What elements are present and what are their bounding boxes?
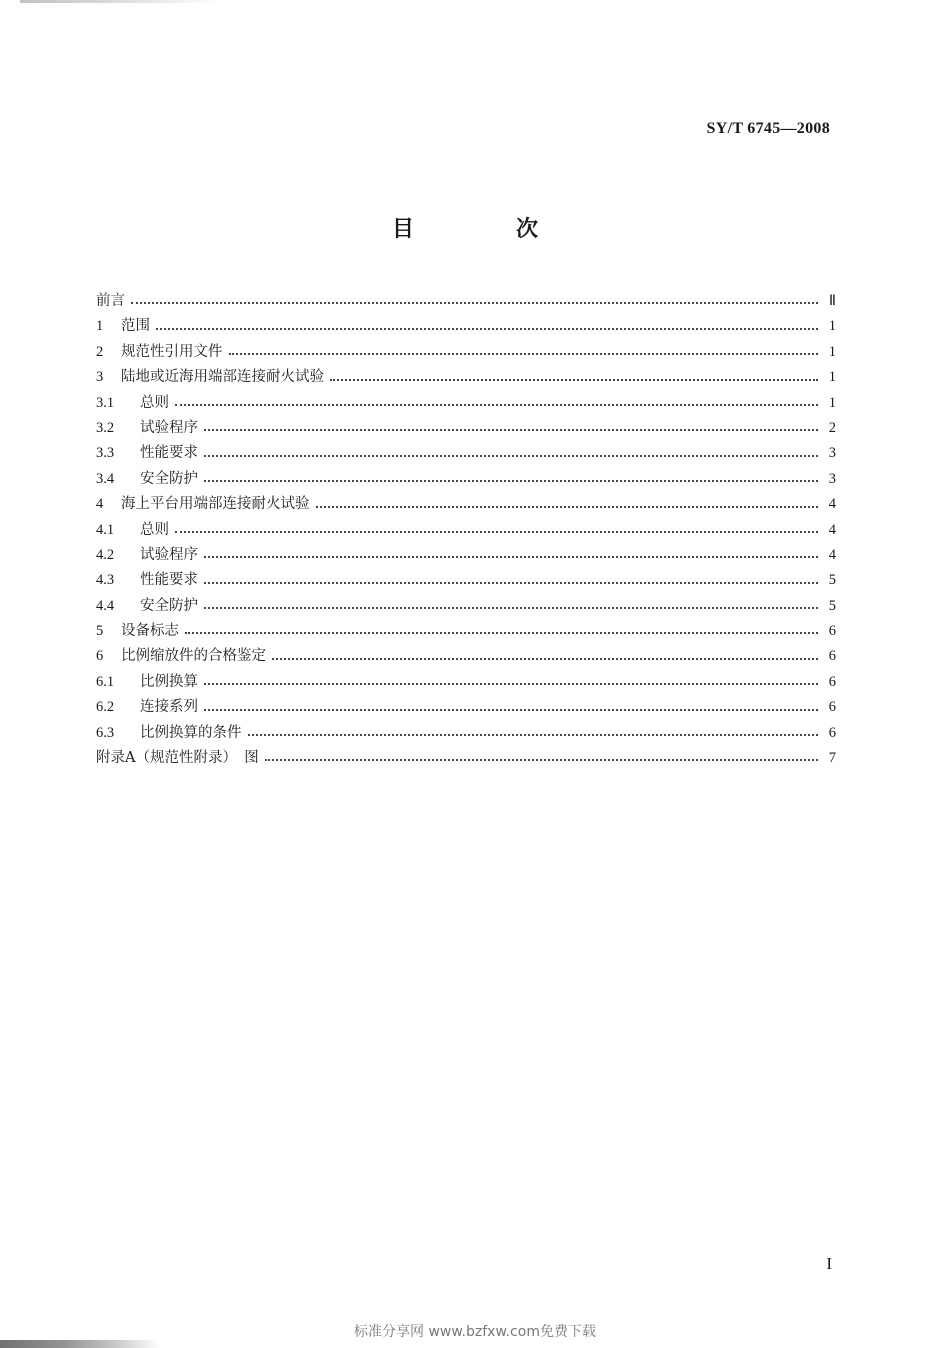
toc-entry-page: 2 <box>828 419 836 436</box>
toc-entry[interactable] <box>96 340 836 365</box>
toc-entry-page: 4 <box>828 496 836 513</box>
toc-entry[interactable] <box>96 314 836 339</box>
toc-entry-label: 前言 <box>96 293 125 309</box>
watermark-text: 标准分享网 www.bzfxw.com免费下载 <box>354 1324 596 1340</box>
toc-entry[interactable] <box>96 543 836 568</box>
toc-dot-leader <box>229 353 819 355</box>
toc-entry[interactable] <box>96 695 836 720</box>
toc-entry-page: 6 <box>828 699 836 716</box>
toc-dot-leader <box>131 302 818 304</box>
toc-entry-number: 4 <box>96 496 104 513</box>
toc-entry-page: 3 <box>828 445 836 462</box>
toc-entry-page: 6 <box>828 673 836 690</box>
toc-dot-leader <box>330 379 818 381</box>
toc-entry-label: 海上平台用端部连接耐火试验 <box>121 496 310 513</box>
toc-entry-page: 7 <box>828 750 836 767</box>
toc-entry-page: 4 <box>828 546 836 563</box>
toc-entry[interactable] <box>96 391 836 416</box>
toc-entry-label: 陆地或近海用端部连接耐火试验 <box>121 369 324 386</box>
toc-entry-number: 4.2 <box>96 546 115 563</box>
toc-entry-label: 连接系列 <box>140 699 198 716</box>
toc-entry-page: 4 <box>828 521 836 538</box>
toc-dot-leader <box>204 429 818 431</box>
page-number: I <box>826 1254 832 1273</box>
toc-dot-leader <box>204 683 818 685</box>
toc-dot-leader <box>316 506 819 508</box>
toc-entry-label: 试验程序 <box>140 419 198 436</box>
toc-entry[interactable] <box>96 518 836 543</box>
toc-entry-label: 总则 <box>140 521 169 538</box>
toc-entry-page: 3 <box>828 470 836 487</box>
toc-entry-page: 1 <box>828 369 836 386</box>
toc-entry-label: 范围 <box>121 318 150 335</box>
toc-entry[interactable] <box>96 594 836 619</box>
toc-entry-number: 6 <box>96 648 104 665</box>
toc-entry-number: 4.4 <box>96 597 115 614</box>
toc-entry-number: 3.4 <box>96 470 115 487</box>
toc-entry-page: 1 <box>828 343 836 360</box>
toc-dot-leader <box>204 709 818 711</box>
toc-dot-leader <box>265 759 818 761</box>
toc-entry-number: 6.2 <box>96 699 115 716</box>
toc-entry[interactable] <box>96 644 836 669</box>
toc-entry[interactable] <box>96 441 836 466</box>
toc-entry[interactable] <box>96 568 836 593</box>
toc-entry-label: 安全防护 <box>140 597 198 614</box>
toc-entry-label: 性能要求 <box>140 572 198 589</box>
page-title: 目 次 <box>391 217 578 242</box>
toc-entry[interactable] <box>96 721 836 746</box>
toc-entry-page: 6 <box>828 724 836 741</box>
toc-entry[interactable] <box>96 492 836 517</box>
toc-entry[interactable] <box>96 416 836 441</box>
toc-entry[interactable] <box>96 670 836 695</box>
toc-dot-leader <box>248 734 819 736</box>
toc-entry-number: 6.3 <box>96 724 115 741</box>
toc-entry-page: 1 <box>828 394 836 411</box>
toc-dot-leader <box>185 632 818 634</box>
toc-entry[interactable] <box>96 365 836 390</box>
toc-dot-leader <box>156 328 818 330</box>
toc-dot-leader <box>204 607 818 609</box>
toc-entry-number: 3 <box>96 369 104 386</box>
toc-entry-number: 2 <box>96 343 104 360</box>
toc-dot-leader <box>204 455 818 457</box>
toc-entry-page: 5 <box>828 597 836 614</box>
toc-entry-label: 试验程序 <box>140 546 198 563</box>
toc-dot-leader <box>175 404 818 406</box>
toc-entry[interactable] <box>96 746 836 771</box>
toc-dot-leader <box>272 658 818 660</box>
toc-entry-label: 安全防护 <box>140 470 198 487</box>
toc-entry[interactable] <box>96 289 836 314</box>
toc-entry-page: 1 <box>828 318 836 335</box>
toc-entry-number: 4.1 <box>96 521 115 538</box>
toc-dot-leader <box>175 531 818 533</box>
toc-entry-label: 设备标志 <box>121 623 179 640</box>
toc-dot-leader <box>204 582 818 584</box>
scan-artifact-bottom <box>0 1340 160 1348</box>
toc-dot-leader <box>204 480 818 482</box>
toc-entry[interactable] <box>96 467 836 492</box>
toc-entry-number: 6.1 <box>96 673 115 690</box>
toc-entry[interactable] <box>96 619 836 644</box>
toc-entry-number: 3.2 <box>96 419 115 436</box>
toc-entry-label: 比例换算 <box>140 673 198 690</box>
toc-entry-number: 5 <box>96 623 104 640</box>
standard-code: SY/T 6745—2008 <box>706 120 830 137</box>
toc-entry-label: 总则 <box>140 394 169 411</box>
toc-entry-number: 1 <box>96 318 104 335</box>
toc-entry-number: 3.3 <box>96 445 115 462</box>
toc-entry-page: Ⅱ <box>828 293 836 309</box>
toc-entry-number: 3.1 <box>96 394 115 411</box>
toc-entry-number: 4.3 <box>96 572 115 589</box>
toc-dot-leader <box>204 556 818 558</box>
toc-entry-page: 6 <box>828 623 836 640</box>
toc-entry-label: 比例换算的条件 <box>140 724 242 741</box>
toc-entry-label: 比例缩放件的合格鉴定 <box>121 648 266 665</box>
toc-entry-page: 5 <box>828 572 836 589</box>
toc-entry-label: 性能要求 <box>140 445 198 462</box>
toc-entry-label: 规范性引用文件 <box>121 343 223 360</box>
toc-entry-page: 6 <box>828 648 836 665</box>
toc-entry-label: 附录A（规范性附录） 图 <box>96 750 259 767</box>
scan-artifact-top <box>20 0 220 3</box>
table-of-contents <box>96 289 836 771</box>
